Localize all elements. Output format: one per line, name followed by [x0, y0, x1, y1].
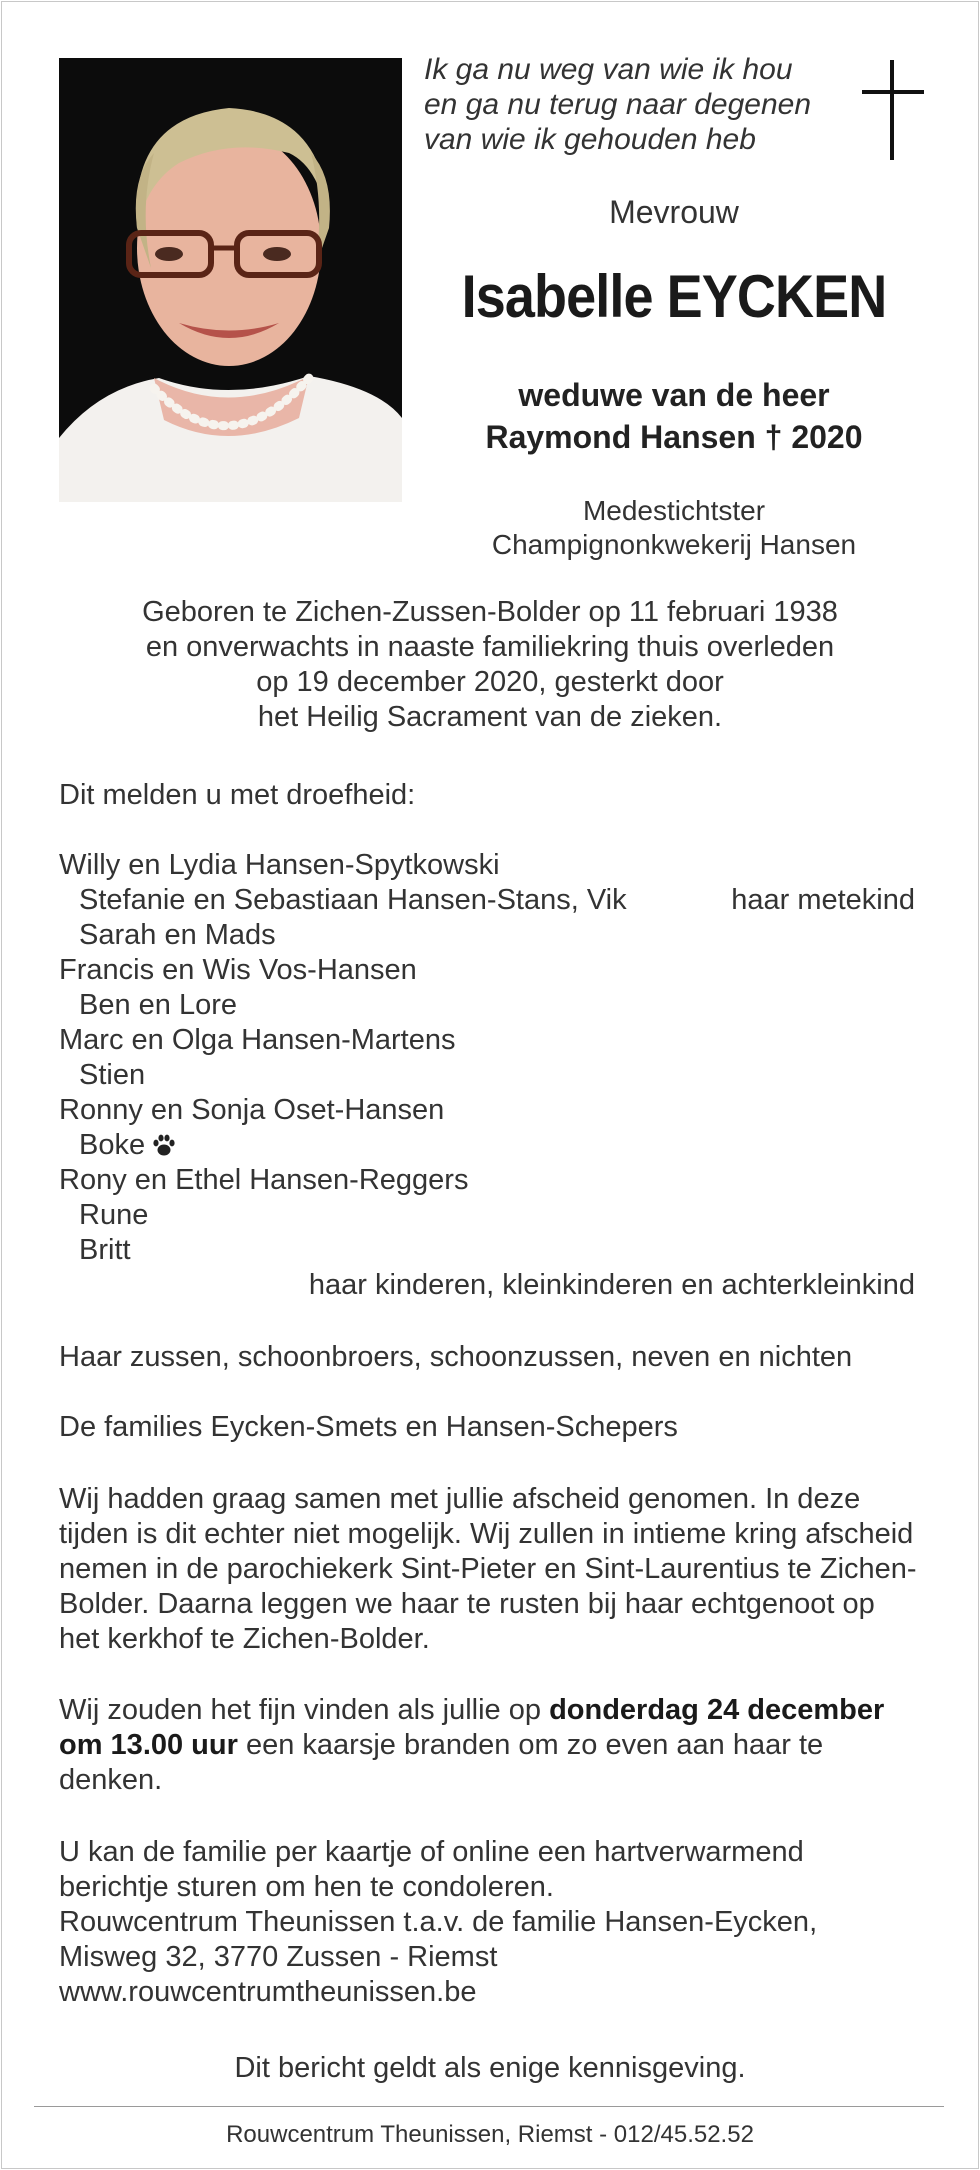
company-line: Champignonkwekerij Hansen	[491, 529, 857, 560]
poem-line: van wie ik gehouden heb	[424, 123, 756, 156]
cross-icon	[862, 60, 924, 160]
poem-line: Ik ga nu weg van wie ik hou	[424, 53, 793, 86]
paw-icon	[151, 1133, 177, 1157]
farewell-paragraph: Wij hadden graag samen met jullie afscheid genomen. In deze tijden is dit echter niet mogelijk. Wij zullen in intieme kring afscheid nemen in de parochiekerk Sint-Pieter en Sint-Laurentius te Zichen-Bolder. Daarna leggen we haar te rusten bij haar echtgenoot op het kerkhof te Zichen-Bolder.	[59, 1483, 917, 1655]
family-row	[59, 988, 929, 1023]
family-name: Stefanie en Sebastiaan Hansen-Stans, Vik	[79, 884, 627, 916]
role	[424, 494, 924, 562]
family-name: Ben en Lore	[79, 989, 238, 1021]
birth-death-info	[40, 595, 940, 735]
info-line: Geboren te Zichen-Zussen-Bolder op 11 februari 1938	[142, 596, 838, 628]
family-name: Sarah en Mads	[79, 919, 276, 951]
condolence-line: berichtje sturen om hen te condoleren.	[59, 1871, 554, 1903]
family-name: Willy en Lydia Hansen-Spytkowski	[59, 849, 500, 881]
info-line: het Heilig Sacrament van de zieken.	[257, 701, 723, 733]
family-name: Marc en Olga Hansen-Martens	[59, 1024, 456, 1056]
deceased-name: Isabelle EYCKEN	[461, 263, 887, 330]
widow-line: weduwe van de heer	[518, 377, 830, 413]
families-line: De families Eycken-Smets en Hansen-Schepers	[59, 1411, 678, 1443]
metekind-note: haar metekind	[731, 884, 915, 916]
family-row	[59, 1023, 929, 1058]
candle-text-before: Wij zouden het fijn vinden als jullie op	[59, 1694, 550, 1726]
family-name: Rune	[79, 1199, 149, 1231]
candle-text-after: een kaarsje branden om zo even aan haar te denken.	[59, 1729, 824, 1796]
family-row	[59, 953, 929, 988]
address-line: Misweg 32, 3770 Zussen - Riemst	[59, 1941, 498, 1973]
portrait-photo	[59, 58, 402, 502]
family-name: Francis en Wis Vos-Hansen	[59, 954, 417, 986]
family-row	[59, 918, 929, 953]
role-line: Medestichtster	[582, 495, 766, 526]
family-row	[59, 1198, 929, 1233]
poem-line: en ga nu terug naar degenen	[424, 88, 811, 121]
family-summary: haar kinderen, kleinkinderen en achterkleinkind	[308, 1269, 915, 1301]
family-name: Ronny en Sonja Oset-Hansen	[59, 1094, 445, 1126]
family-row	[59, 1233, 929, 1268]
widow-of	[424, 374, 924, 458]
funeral-home-line: Rouwcentrum Theunissen t.a.v. de familie Hansen-Eycken,	[59, 1906, 818, 1938]
spouse-line: Raymond Hansen † 2020	[485, 419, 863, 455]
candle-paragraph	[59, 1693, 919, 1798]
family-name: Stien	[79, 1059, 146, 1091]
closing-notice: Dit bericht geldt als enige kennisgeving.	[234, 2052, 746, 2084]
info-line: op 19 december 2020, gesterkt door	[256, 666, 724, 698]
family-row	[59, 883, 929, 918]
candle-date: donderdag 24 december om 13.00 uur	[59, 1694, 885, 1761]
family-name: Britt	[79, 1234, 131, 1266]
condolence-line: U kan de familie per kaartje of online een hartverwarmend	[59, 1836, 804, 1868]
family-row	[59, 1128, 929, 1163]
family-list	[59, 848, 929, 1303]
condolence-paragraph	[59, 1835, 919, 2010]
family-row	[59, 1163, 929, 1198]
info-line: en onverwachts in naaste familiekring thuis overleden	[145, 631, 835, 663]
website-link[interactable]: www.rouwcentrumtheunissen.be	[59, 1976, 477, 2008]
announcement-intro: Dit melden u met droefheid:	[59, 779, 416, 811]
poem	[424, 52, 844, 157]
family-row	[59, 1093, 929, 1128]
honorific: Mevrouw	[609, 194, 739, 230]
footer-divider	[34, 2106, 944, 2107]
family-name: Rony en Ethel Hansen-Reggers	[59, 1164, 469, 1196]
relatives-line: Haar zussen, schoonbroers, schoonzussen, neven en nichten	[59, 1341, 853, 1373]
family-row	[59, 1058, 929, 1093]
family-name: Boke	[79, 1129, 146, 1161]
family-row	[59, 848, 929, 883]
footer-credit: Rouwcentrum Theunissen, Riemst - 012/45.52.52	[226, 2121, 754, 2148]
